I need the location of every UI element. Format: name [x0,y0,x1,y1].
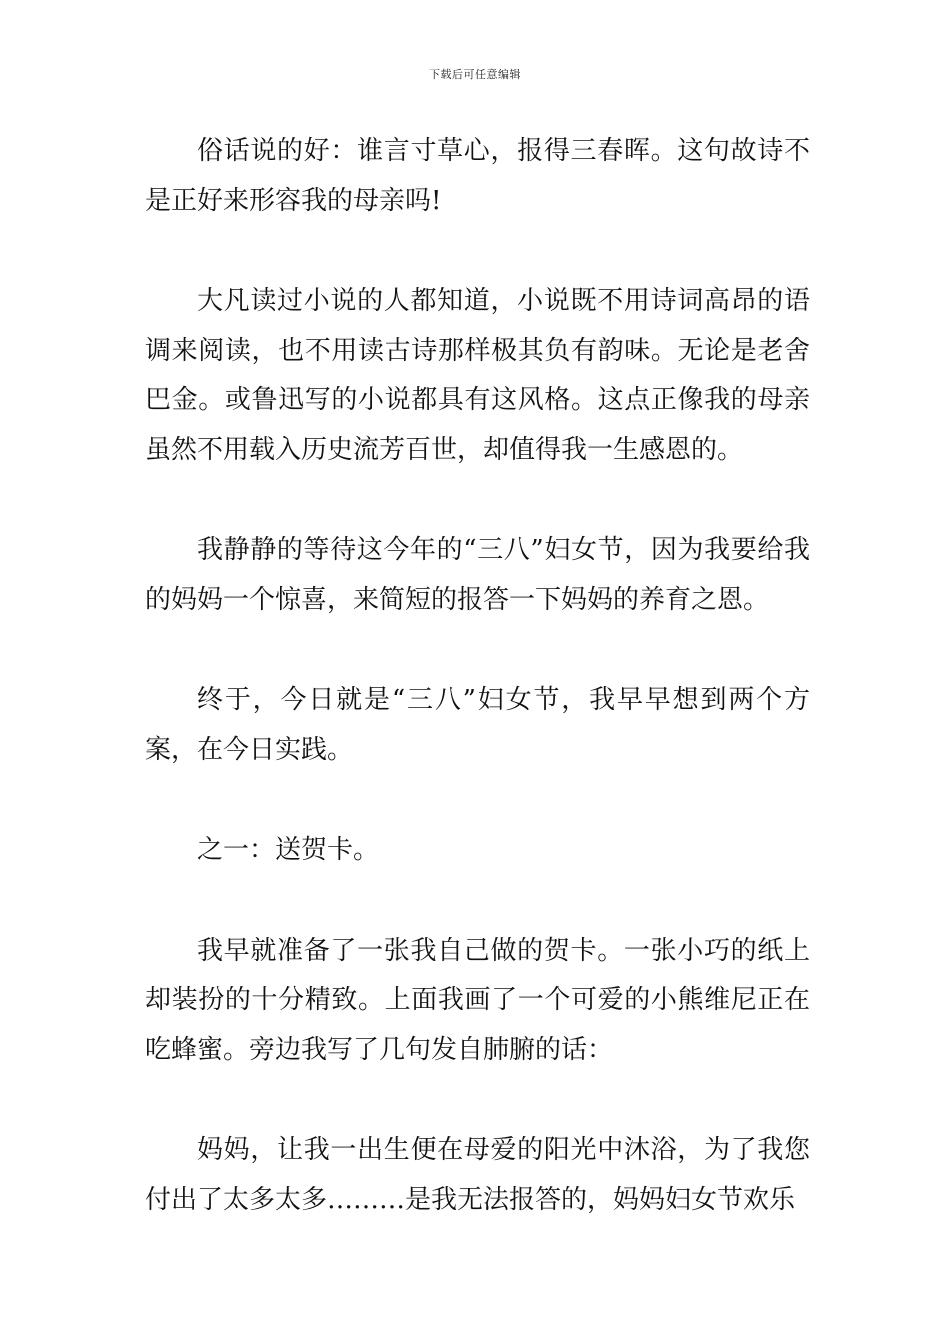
paragraph-5: 之一：送贺卡。 [197,835,380,865]
paragraph-7: 妈妈，让我一出生便在母爱的阳光中沐浴，为了我您付出了太多太多………是我无法报答的，妈妈妇女节欢乐 [145,1135,810,1215]
paragraph-4: 终于，今日就是“三八”妇女节，我早早想到两个方案，在今日实践。 [145,685,810,765]
paragraph-3: 我静静的等待这今年的“三八”妇女节，因为我要给我的妈妈一个惊喜，来简短的报答一下妈妈的养育之恩。 [145,535,810,615]
paragraph-1: 俗话说的好：谁言寸草心，报得三春晖。这句故诗不是正好来形容我的母亲吗! [145,136,810,216]
paragraph-6: 我早就准备了一张我自己做的贺卡。一张小巧的纸上却装扮的十分精致。上面我画了一个可爱的小熊维尼正在吃蜂蜜。旁边我写了几句发自肺腑的话： [145,935,810,1065]
page-header: 下载后可任意编辑 [429,68,521,81]
document-body [145,127,810,1225]
paragraph-2: 大凡读过小说的人都知道，小说既不用诗词高昂的语调来阅读，也不用读古诗那样极其负有韵味。无论是老舍巴金。或鲁迅写的小说都具有这风格。这点正像我的母亲虽然不用载入历史流芳百世，却值得我一生感恩的。 [145,286,810,465]
